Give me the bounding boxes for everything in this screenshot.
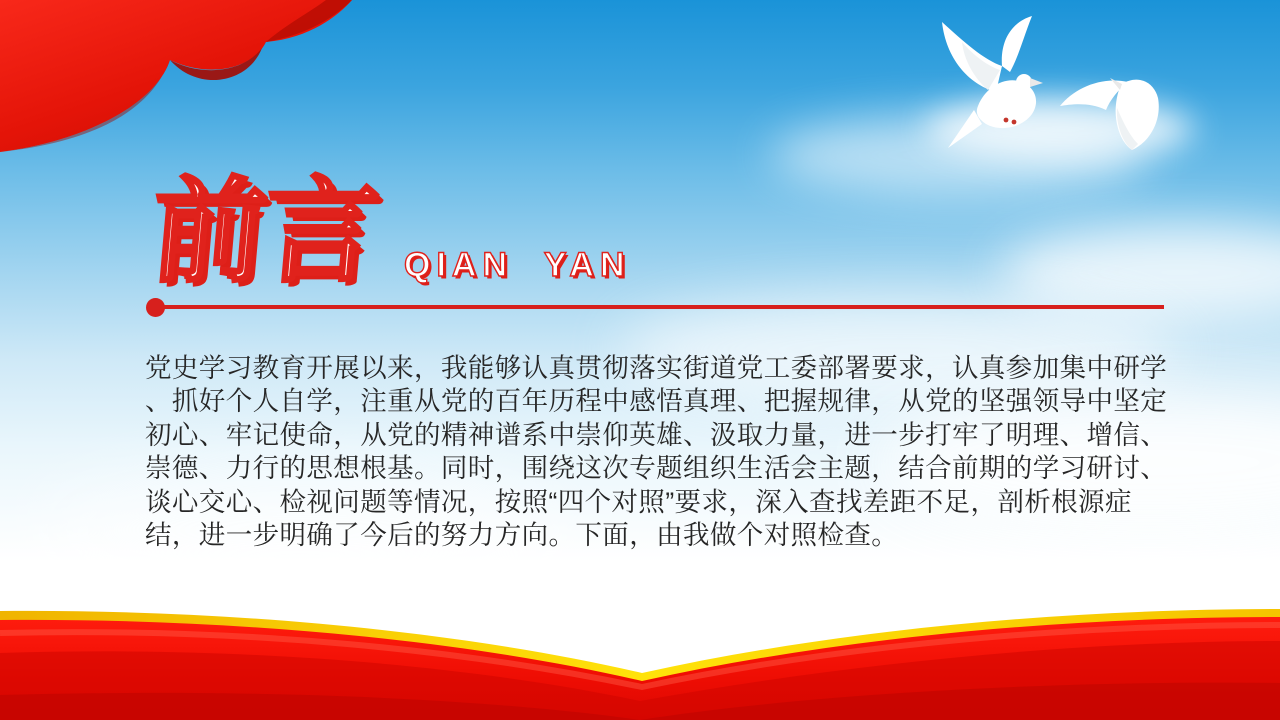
- page-subtitle: QIAN YAN: [404, 246, 631, 284]
- paragraph-line: 崇德、力行的思想根基。同时，围绕这次专题组织生活会主题，结合前期的学习研讨、: [145, 453, 1168, 484]
- page-title: 前言: [146, 169, 382, 296]
- divider-line: [155, 305, 1164, 309]
- paragraph-line: 谈心交心、检视问题等情况，按照“四个对照”要求，深入查找差距不足，剖析根源症: [145, 486, 1132, 517]
- title-divider: [146, 297, 1164, 317]
- paragraph-line: 初心、牢记使命，从党的精神谱系中崇仰英雄、汲取力量，进一步打牢了明理、增信、: [145, 419, 1168, 450]
- body-text: [145, 352, 1168, 552]
- bottom-red-ribbon-icon: [0, 575, 1280, 720]
- title-block: [146, 169, 631, 296]
- dove-left-icon: [942, 16, 1043, 148]
- doves-graphic: [918, 14, 1208, 164]
- paragraph-line: 结，进一步明确了今后的努力方向。下面，由我做个对照检查。: [145, 520, 899, 551]
- dove-right-icon: [1060, 78, 1159, 150]
- paragraph-line: 党史学习教育开展以来，我能够认真贯彻落实街道党工委部署要求，认真参加集中研学: [145, 353, 1168, 383]
- paragraph-line: 、抓好个人自学，注重从党的百年历程中感悟真理、把握规律，从党的坚强领导中坚定: [145, 386, 1168, 417]
